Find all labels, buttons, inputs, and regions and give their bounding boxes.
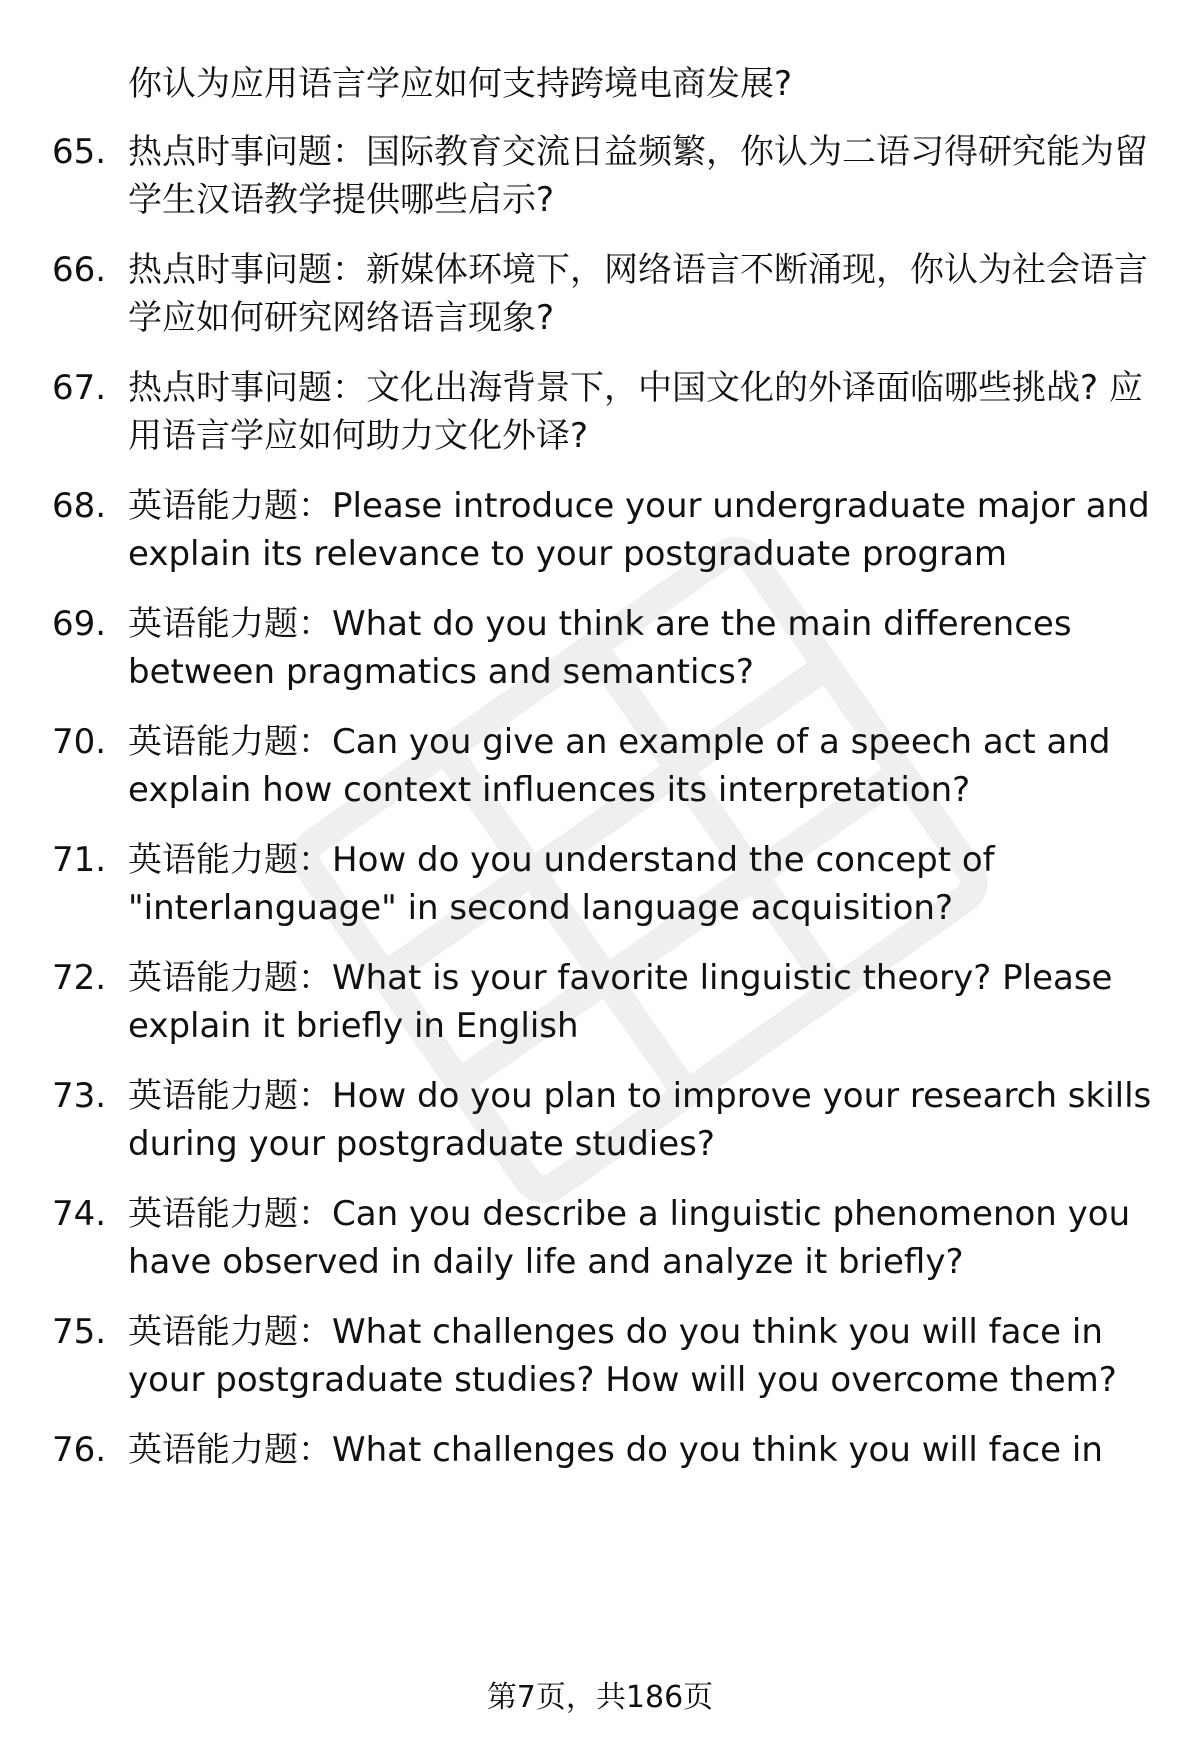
question-number: 71. [52,840,107,880]
question-item-71 [52,836,1162,932]
question-text: 英语能力题：What do you think are the main differences between pragmatics and semantics? [128,604,1072,692]
question-number: 72. [52,958,107,998]
continued-question-text: 你认为应用语言学应如何支持跨境电商发展? [128,64,793,104]
question-number: 76. [52,1430,107,1470]
question-item-69 [52,600,1162,696]
question-text: 热点时事问题：国际教育交流日益频繁，你认为二语习得研究能为留学生汉语教学提供哪些启示? [128,132,1148,220]
question-text: 英语能力题：What is your favorite linguistic theory? Please explain it briefly in English [128,958,1113,1046]
question-text: 英语能力题：What challenges do you think you will face in your postgraduate studies? How will you overcome them? [128,1312,1117,1400]
question-text: 热点时事问题：新媒体环境下，网络语言不断涌现，你认为社会语言学应如何研究网络语言现象? [128,250,1148,338]
question-text: 英语能力题：Please introduce your undergraduate major and explain its relevance to your postgraduate program [128,486,1150,574]
question-number: 69. [52,604,107,644]
question-number: 73. [52,1076,107,1116]
question-text: 英语能力题：What challenges do you think you will face in [128,1430,1103,1470]
question-text: 英语能力题：Can you describe a linguistic phenomenon you have observed in daily life and analyze it briefly? [128,1194,1131,1282]
question-number: 65. [52,132,107,172]
question-number: 75. [52,1312,107,1352]
question-text: 英语能力题：How do you understand the concept of "interlanguage" in second language acquisition? [128,840,995,928]
page-footer: 第7页，共186页 [486,1680,714,1715]
question-number: 70. [52,722,107,762]
question-item-72 [52,954,1162,1050]
question-item-70 [52,718,1162,814]
question-item-68 [52,482,1162,578]
question-text: 英语能力题：How do you plan to improve your research skills during your postgraduate studies? [128,1076,1152,1164]
question-text: 热点时事问题：文化出海背景下，中国文化的外译面临哪些挑战? 应用语言学应如何助力文化外译? [128,368,1143,456]
question-item-75 [52,1308,1162,1404]
question-item-67 [52,364,1162,460]
question-item-65 [52,128,1162,224]
question-item-66 [52,246,1162,342]
question-number: 66. [52,250,107,290]
question-number: 68. [52,486,107,526]
question-item-74 [52,1190,1162,1286]
question-item-76 [52,1426,1162,1474]
question-number: 67. [52,368,107,408]
question-text: 英语能力题：Can you give an example of a speech act and explain how context influences its interpretation? [128,722,1111,810]
question-number: 74. [52,1194,107,1234]
question-item-73 [52,1072,1162,1168]
